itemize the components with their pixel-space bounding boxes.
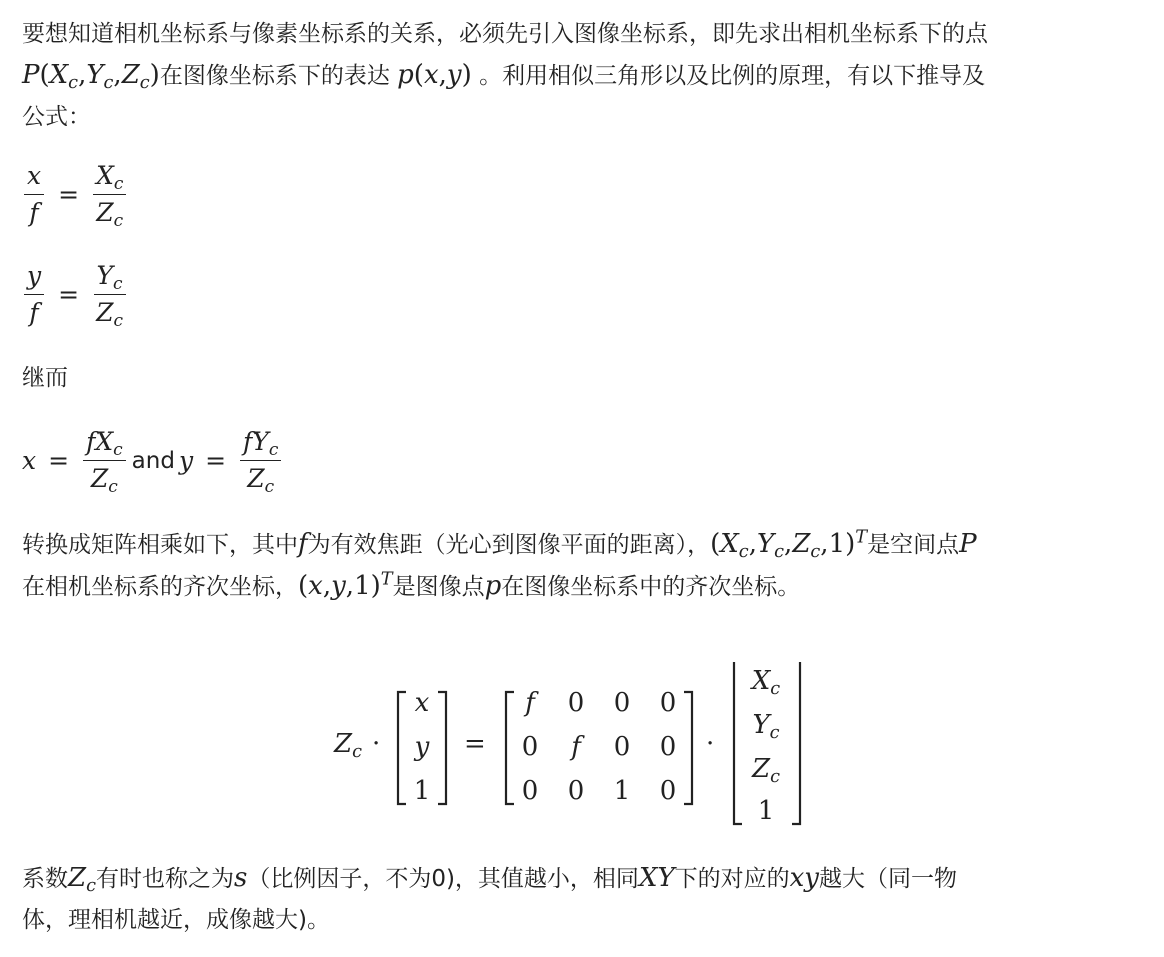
intro-text-4: 公式： (22, 104, 91, 130)
dot-operator: · (706, 729, 715, 759)
formula-y-ratio (22, 260, 128, 329)
fraction-Yc-over-Zc: $\frac{Y_c}{Z_c}$ (93, 260, 126, 329)
formula-projection: x = $\frac{fX_c}{Z_c}$ and y = $\frac{fY_c}{Z_c}$ (22, 426, 283, 495)
image-point-vector: x y 1 (394, 662, 450, 832)
intro-paragraph (22, 14, 1142, 138)
fraction-fXc-over-Zc: $\frac{fX_c}{Z_c}$ (83, 426, 126, 495)
projection-matrix: f 0 0 0 0 f 0 0 0 0 1 0 (502, 662, 696, 832)
homogeneous-p: $(x,y,1)^T$ (298, 569, 393, 601)
point-p-expression: p(x,y) (397, 60, 472, 90)
then-paragraph: 继而 (22, 365, 68, 391)
homogeneous-P: $(X_c,Y_c,Z_c,1)^T$ (710, 527, 868, 562)
scale-Zc: $Z_c$ (334, 729, 362, 762)
matrix-equals: = (464, 729, 486, 759)
fraction-Xc-over-Zc: $\frac{X_c}{Z_c}$ (93, 160, 126, 229)
fraction-fYc-over-Zc: $\frac{fY_c}{Z_c}$ (240, 426, 281, 495)
dot-operator: · (372, 729, 381, 759)
focal-f: f (298, 529, 308, 559)
intro-text-2: 在图像坐标系下的表达 (159, 63, 390, 89)
matrix-intro-paragraph: 转换成矩阵相乘如下，其中f为有效焦距（光心到图像平面的距离），$(X_c,Y_c,Z_c,1)^T$是空间点P 在相机坐标系的齐次坐标，$(x,y,1)^T$是图像点p在图像坐标系中的齐次坐标。 (22, 527, 977, 601)
fraction-y-over-f: $\frac{y}{f}$ (24, 260, 44, 329)
equals-sign: = (58, 180, 80, 209)
fraction-x-over-f: $\frac{x}{f}$ (24, 160, 44, 229)
scale-factor-paragraph: 系数$Z_c$有时也称之为s（比例因子，不为0)，其值越小，相同XY下的对应的xy越大（同一物 体，理相机越近，成像越大)。 (22, 863, 957, 933)
camera-point-vector: $X_c$ $Y_c$ $Z_c$ 1 (730, 662, 804, 832)
equals-sign: = (58, 280, 80, 309)
matrix-equation (22, 662, 1142, 832)
formula-x-ratio (22, 160, 128, 229)
intro-text-1: 要想知道相机坐标系与像素坐标系的关系，必须先引入图像坐标系，即先求出相机坐标系下的点 (22, 21, 988, 47)
intro-text-3: 。利用相似三角形以及比例的原理，有以下推导及 (479, 63, 986, 89)
and-word: and (131, 447, 175, 474)
point-P-expression: $P(X_c,Y_c,Z_c)$ (22, 60, 160, 93)
